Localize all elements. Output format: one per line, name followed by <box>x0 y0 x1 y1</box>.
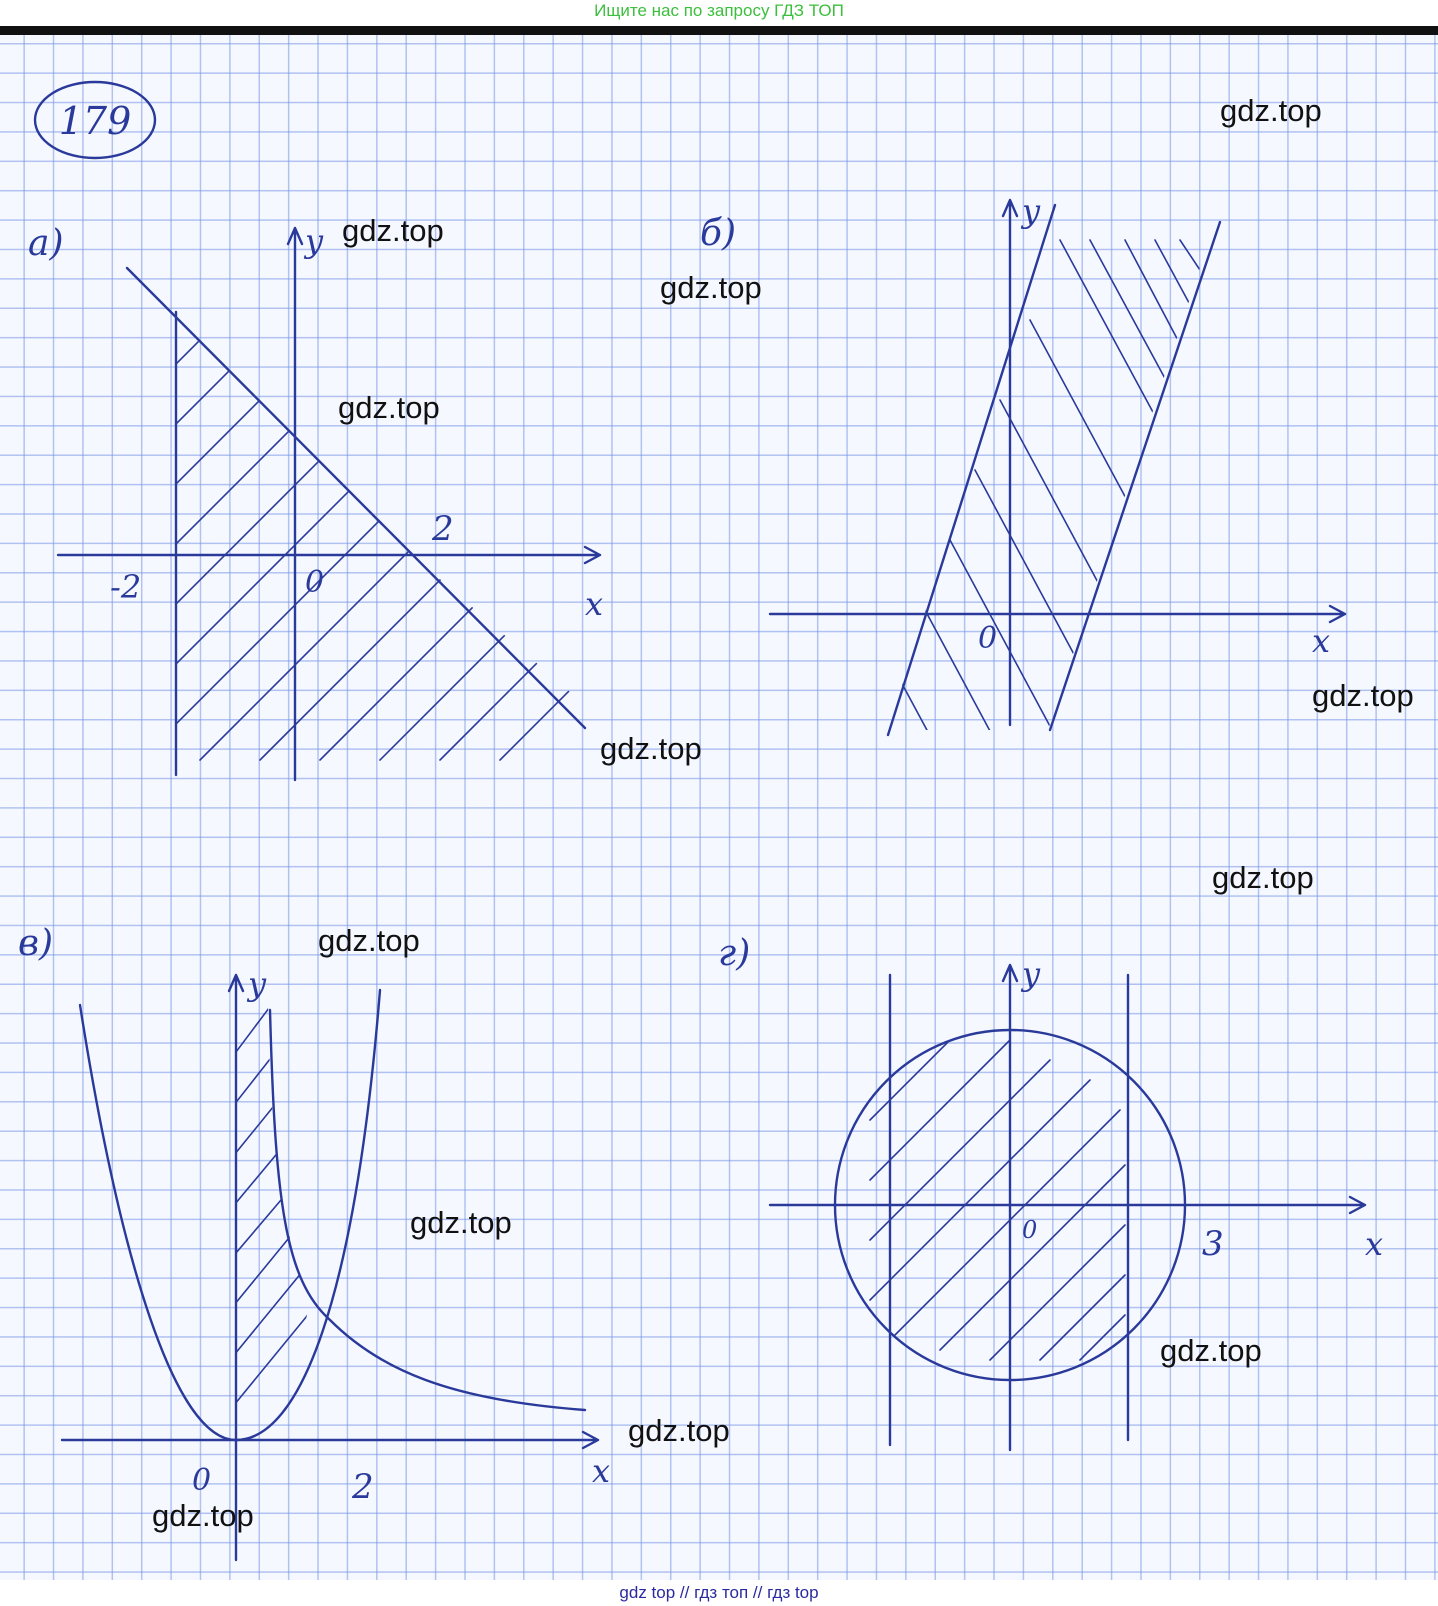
graph-a-y-axis <box>288 228 302 780</box>
graph-c-parabola <box>80 990 380 1440</box>
graph-d-shading <box>870 1030 1125 1360</box>
graph-a <box>28 222 603 780</box>
watermark: gdz.top <box>660 270 762 305</box>
graph-c-x-axis <box>62 1432 598 1448</box>
top-banner: Ищите нас по запросу ГДЗ ТОП <box>594 1 844 20</box>
graph-c-origin: 0 <box>192 1463 212 1498</box>
watermark: gdz.top <box>1312 678 1414 713</box>
graph-a-y-label: y <box>305 222 324 260</box>
watermark: gdz.top <box>342 213 444 248</box>
watermark: gdz.top <box>338 390 440 425</box>
graph-b-shading <box>900 240 1220 940</box>
graph-c-y-label: y <box>248 965 267 1003</box>
graph-d-label: г) <box>718 933 751 974</box>
graph-d-y-axis <box>1003 965 1017 1450</box>
graph-b-y-axis <box>1003 200 1017 725</box>
graph-a-line <box>127 268 585 728</box>
watermark: gdz.top <box>152 1498 254 1533</box>
graph-a-origin: 0 <box>305 565 325 600</box>
graph-a-tick-neg: -2 <box>110 568 142 606</box>
graph-a-shading <box>160 290 600 760</box>
graph-d <box>718 933 1383 1450</box>
graph-b-x-label: x <box>1312 622 1331 660</box>
graph-b-left-line <box>888 205 1055 735</box>
graph-c-shading <box>230 1000 320 1410</box>
graph-b <box>700 192 1345 940</box>
graph-b-label: б) <box>700 213 737 254</box>
graph-d-tick-pos: 3 <box>1202 1224 1224 1264</box>
watermark: gdz.top <box>600 731 702 766</box>
bottom-banner: gdz top // гдз топ // гдз top <box>619 1583 819 1602</box>
watermark: gdz.top <box>1212 860 1314 895</box>
problem-number-text: 179 <box>58 99 132 143</box>
watermark: gdz.top <box>1160 1333 1262 1368</box>
problem-number <box>35 82 155 158</box>
graph-c-x-label: x <box>592 1452 611 1490</box>
watermark: gdz.top <box>628 1413 730 1448</box>
graph-c-tick-pos: 2 <box>352 1467 374 1507</box>
graph-a-tick-pos: 2 <box>432 509 454 549</box>
graph-c-label: в) <box>18 923 53 964</box>
graph-d-x-label: x <box>1365 1225 1384 1263</box>
graph-c <box>18 923 610 1560</box>
watermark: gdz.top <box>1220 93 1322 128</box>
graph-b-x-axis <box>770 606 1345 622</box>
graph-a-x-axis <box>58 547 600 563</box>
graph-a-label: а) <box>28 223 64 264</box>
graph-a-x-label: x <box>585 585 604 623</box>
watermark: gdz.top <box>318 923 420 958</box>
graph-d-y-label: y <box>1022 955 1041 993</box>
watermark: gdz.top <box>410 1205 512 1240</box>
graph-b-origin: 0 <box>978 621 998 656</box>
graph-b-right-line <box>1050 222 1220 730</box>
graph-b-y-label: y <box>1022 192 1041 230</box>
graph-d-x-axis <box>770 1197 1365 1213</box>
graph-c-y-axis <box>229 975 243 1560</box>
graph-d-origin: 0 <box>1022 1216 1038 1244</box>
